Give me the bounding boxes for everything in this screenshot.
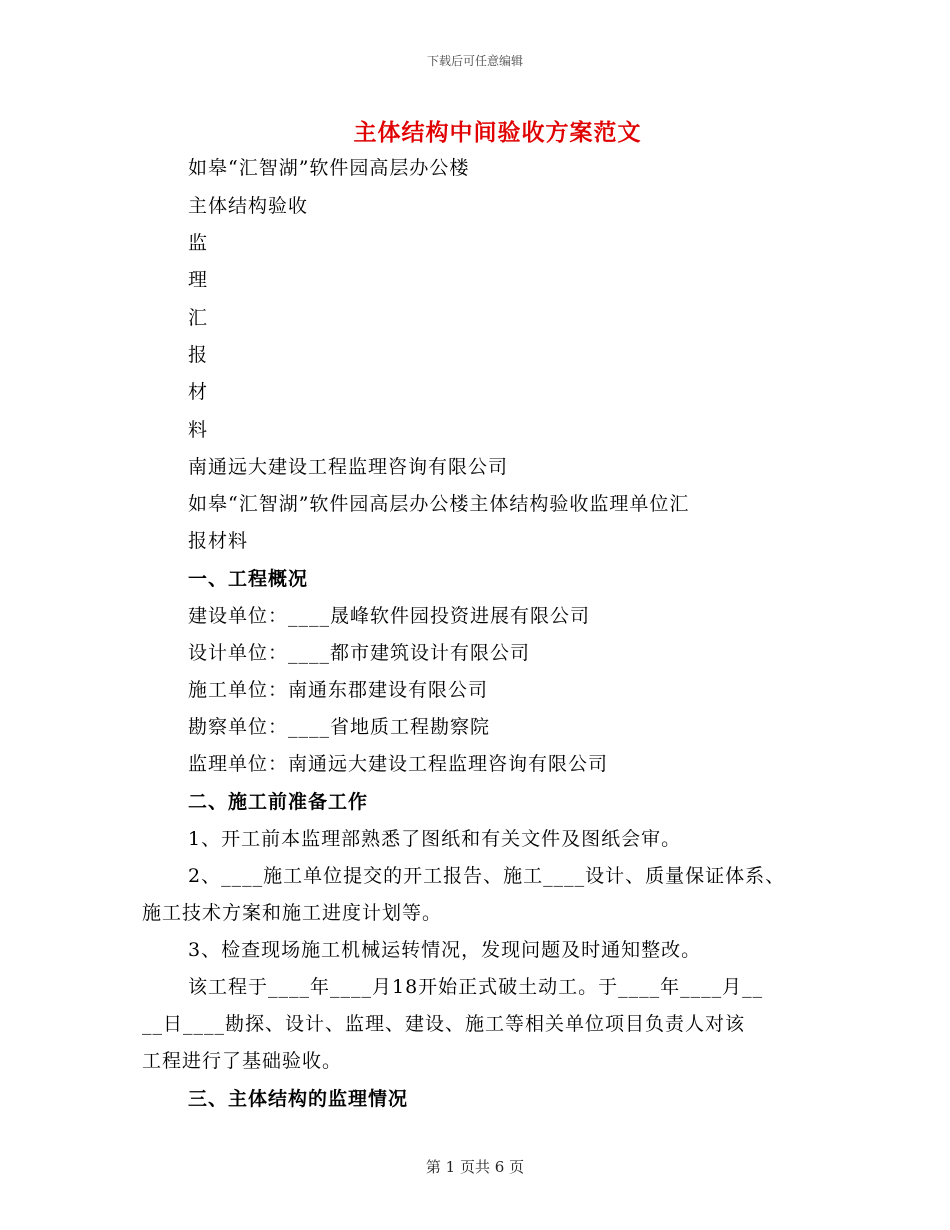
cover-vertical-char: 材 xyxy=(188,381,209,403)
section-heading-overview: 一、工程概况 xyxy=(188,568,309,590)
prep-item-3: 3、检查现场施工机械运转情况，发现问题及时通知整改。 xyxy=(188,939,702,961)
cover-company: 南通远大建设工程监理咨询有限公司 xyxy=(188,456,509,478)
unit-line-design: 设计单位：____都市建筑设计有限公司 xyxy=(188,642,531,664)
cover-vertical-char: 汇 xyxy=(188,307,209,329)
cover-subject: 主体结构验收 xyxy=(188,195,309,217)
page-footer: 第 1 页共 6 页 xyxy=(425,1158,525,1176)
report-title-line: 报材料 xyxy=(188,530,249,552)
cover-vertical-char: 监 xyxy=(188,232,209,254)
cover-project-name: 如皋“汇智湖”软件园高层办公楼 xyxy=(188,157,470,179)
prep-item-1: 1、开工前本监理部熟悉了图纸和有关文件及图纸会审。 xyxy=(188,828,682,850)
paragraph-line: 该工程于____年____月18开始正式破土动工。于____年____月__ xyxy=(188,976,764,998)
report-title-line: 如皋“汇智湖”软件园高层办公楼主体结构验收监理单位汇 xyxy=(188,493,690,515)
cover-vertical-char: 理 xyxy=(188,269,209,291)
document-title: 主体结构中间验收方案范文 xyxy=(353,119,642,146)
cover-vertical-char: 报 xyxy=(188,344,209,366)
paragraph-line: 工程进行了基础验收。 xyxy=(142,1050,343,1072)
unit-line-supervision: 监理单位：南通远大建设工程监理咨询有限公司 xyxy=(188,753,609,775)
unit-line-survey: 勘察单位：____省地质工程勘察院 xyxy=(188,716,491,738)
page-header: 下载后可任意编辑 xyxy=(426,54,523,68)
section-heading-preparation: 二、施工前准备工作 xyxy=(188,791,369,813)
unit-line-contractor: 施工单位：南通东郡建设有限公司 xyxy=(188,679,489,701)
section-heading-supervision: 三、主体结构的监理情况 xyxy=(188,1088,409,1110)
unit-line-construction: 建设单位：____晟峰软件园投资进展有限公司 xyxy=(188,605,591,627)
prep-item-2-continued: 施工技术方案和施工进度计划等。 xyxy=(142,902,443,924)
paragraph-line: __日____勘探、设计、监理、建设、施工等相关单位项目负责人对该 xyxy=(142,1013,746,1035)
cover-vertical-char: 料 xyxy=(188,419,209,441)
prep-item-2: 2、____施工单位提交的开工报告、施工____设计、质量保证体系、 xyxy=(188,865,786,887)
